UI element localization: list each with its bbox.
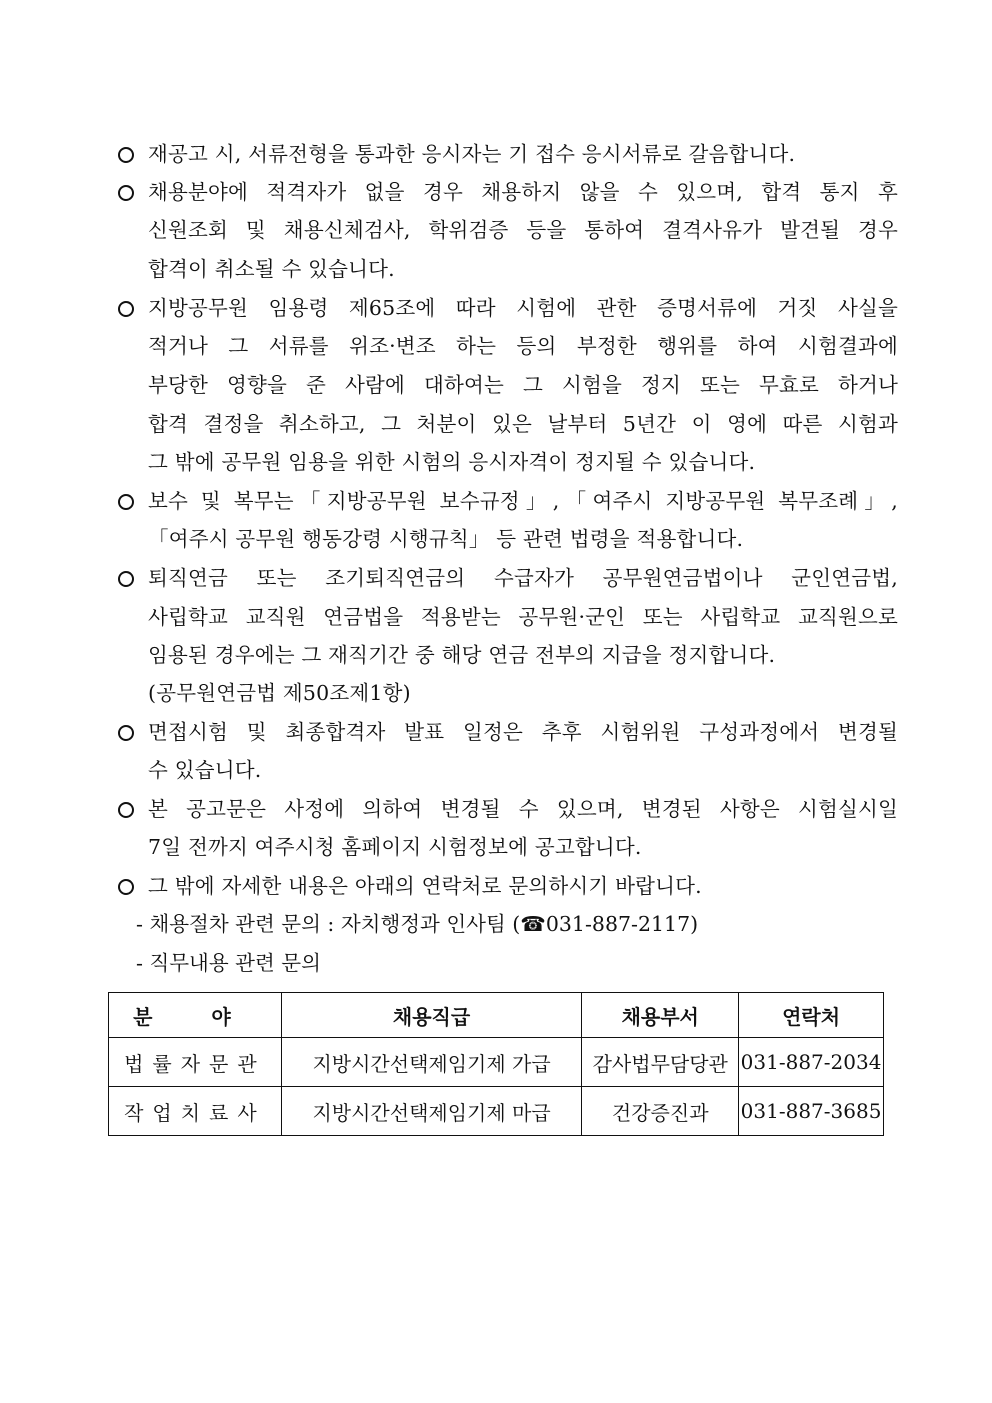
table-header-row bbox=[109, 993, 884, 1038]
notice-4-line-1: 보수 및 복무는「지방공무원 보수규정」,「여주시 지방공무원 복무조례」, bbox=[148, 489, 898, 513]
row-position: 지방시간선택제임기제 가급 bbox=[281, 1038, 582, 1087]
notice-3-line-1: 지방공무원 임용령 제65조에 따라 시험에 관한 증명서류에 거짓 사실을 bbox=[148, 296, 898, 320]
circle-bullet-icon bbox=[116, 872, 140, 900]
notice-5-line-1: 퇴직연금 또는 조기퇴직연금의 수급자가 공무원연금법이나 군인연금법, bbox=[148, 566, 898, 590]
notice-2-line-2: 신원조회 및 채용신체검사, 학위검증 등을 통하여 결격사유가 발견될 경우 bbox=[148, 218, 898, 242]
notice-6-line-1: 면접시험 및 최종합격자 발표 일정은 추후 시험위원 구성과정에서 변경될 bbox=[148, 720, 898, 744]
row-department: 감사법무담당관 bbox=[582, 1038, 739, 1087]
table-row bbox=[109, 1087, 884, 1136]
contact-table bbox=[108, 992, 884, 1136]
notice-3-line-5: 그 밖에 공무원 임용을 위한 시험의 응시자격이 정지될 수 있습니다. bbox=[148, 450, 756, 474]
procedure-inquiry-phone: 031-887-2117 bbox=[545, 912, 691, 936]
table-row bbox=[109, 1038, 884, 1087]
circle-bullet-icon bbox=[116, 178, 140, 206]
circle-bullet-icon bbox=[116, 795, 140, 823]
row-position: 지방시간선택제임기제 마급 bbox=[281, 1087, 582, 1136]
notice-4-line-2: 「여주시 공무원 행동강령 시행규칙」 등 관련 법령을 적용합니다. bbox=[148, 527, 744, 551]
notice-2-line-1: 채용분야에 적격자가 없을 경우 채용하지 않을 수 있으며, 합격 통지 후 bbox=[148, 180, 898, 204]
circle-bullet-icon bbox=[116, 718, 140, 746]
notice-2-line-3: 합격이 취소될 수 있습니다. bbox=[148, 257, 395, 281]
row-contact: 031-887-3685 bbox=[739, 1087, 884, 1136]
row-contact: 031-887-2034 bbox=[739, 1038, 884, 1087]
circle-bullet-icon bbox=[116, 564, 140, 592]
row-field: 법률자문관 bbox=[109, 1038, 282, 1087]
telephone-icon: ☎ bbox=[520, 912, 546, 936]
header-department: 채용부서 bbox=[582, 993, 739, 1038]
header-contact: 연락처 bbox=[739, 993, 884, 1038]
row-department: 건강증진과 bbox=[582, 1087, 739, 1136]
notice-1-line-1: 재공고 시, 서류전형을 통과한 응시자는 기 접수 응시서류로 갈음합니다. bbox=[148, 142, 796, 166]
notice-3-line-2: 적거나 그 서류를 위조·변조 하는 등의 부정한 행위를 하여 시험결과에 bbox=[148, 334, 898, 358]
circle-bullet-icon bbox=[116, 294, 140, 322]
circle-bullet-icon bbox=[116, 487, 140, 515]
duty-inquiry-label: - 직무내용 관련 문의 bbox=[136, 951, 321, 975]
header-field: 분 야 bbox=[109, 993, 282, 1038]
notice-8-line-1: 그 밖에 자세한 내용은 아래의 연락처로 문의하시기 바랍니다. bbox=[148, 874, 702, 898]
circle-bullet-icon bbox=[116, 140, 140, 168]
notice-3-line-4: 합격 결정을 취소하고, 그 처분이 있은 날부터 5년간 이 영에 따른 시험과 bbox=[148, 412, 898, 436]
procedure-inquiry-label: - 채용절차 관련 문의 : 자치행정과 인사팀 ( bbox=[136, 912, 521, 936]
procedure-inquiry bbox=[136, 910, 698, 938]
notice-5-line-3: 임용된 경우에는 그 재직기간 중 해당 연금 전부의 지급을 정지합니다. bbox=[148, 643, 776, 667]
notice-6-line-2: 수 있습니다. bbox=[148, 758, 262, 782]
notice-7-line-2: 7일 전까지 여주시청 홈페이지 시험정보에 공고합니다. bbox=[148, 835, 642, 859]
row-field: 작업치료사 bbox=[109, 1087, 282, 1136]
header-position: 채용직급 bbox=[281, 993, 582, 1038]
procedure-inquiry-suffix: ) bbox=[690, 912, 699, 936]
notice-3-line-3: 부당한 영향을 준 사람에 대하여는 그 시험을 정지 또는 무효로 하거나 bbox=[148, 373, 898, 397]
notice-7-line-1: 본 공고문은 사정에 의하여 변경될 수 있으며, 변경된 사항은 시험실시일 bbox=[148, 797, 898, 821]
notice-5-line-4: (공무원연금법 제50조제1항) bbox=[148, 681, 411, 705]
notice-5-line-2: 사립학교 교직원 연금법을 적용받는 공무원·군인 또는 사립학교 교직원으로 bbox=[148, 605, 898, 629]
